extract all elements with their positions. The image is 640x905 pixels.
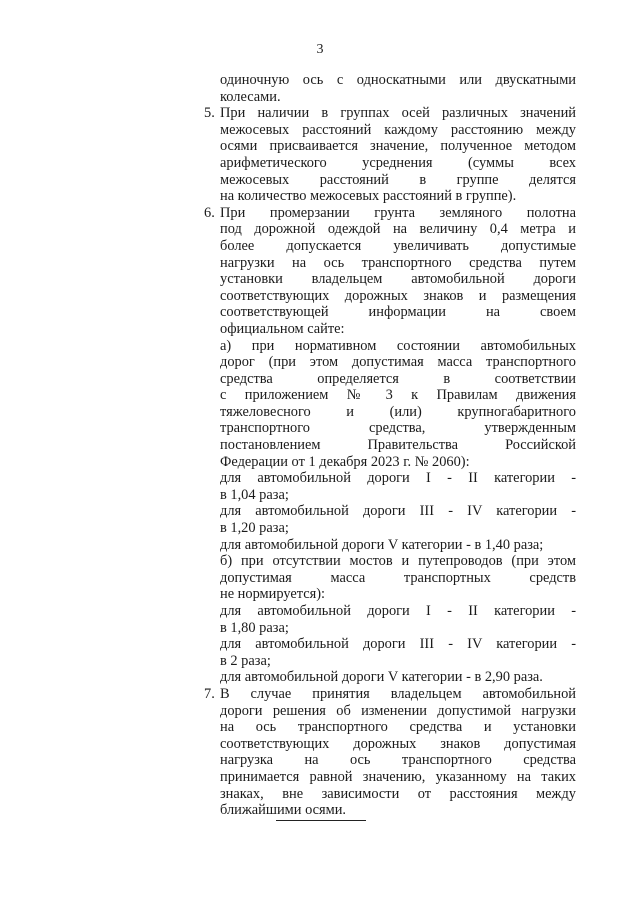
- text-line: нагрузка на ось транспортного средства: [220, 752, 576, 769]
- text-line: знаках, вне зависимости от расстояния между: [220, 785, 576, 802]
- text-line: на количество межосевых расстояний в группе).: [220, 188, 517, 205]
- text-line: б) при отсутствии мостов и путепроводов (при этом: [220, 553, 576, 570]
- text-line: более допускается увеличивать допустимые: [220, 237, 576, 254]
- text-line: соответствующих дорожных знаков допустимая: [220, 735, 576, 752]
- text-line: для автомобильной дороги V категории - в 2,90 раза.: [220, 669, 543, 686]
- text-line: Федерации от 1 декабря 2023 г. № 2060):: [220, 453, 470, 470]
- text-line: в 2 раза;: [220, 652, 271, 669]
- text-line-numbered: [204, 686, 576, 703]
- text-line: транспортного средства, утвержденным: [220, 420, 576, 437]
- text-line: нагрузки на ось транспортного средства путем: [220, 254, 576, 271]
- item-number: 6.: [204, 204, 215, 221]
- text-line: установки владельцем автомобильной дороги: [220, 271, 576, 288]
- text-line: дороги решения об изменении допустимой нагрузки: [220, 702, 576, 719]
- text-line: для автомобильной дороги V категории - в 1,40 раза;: [220, 536, 544, 553]
- document-body: [204, 72, 576, 819]
- text-line: соответствующей информации на своем: [220, 304, 576, 321]
- text-line: для автомобильной дороги I - II категории -: [220, 470, 576, 487]
- text-line: постановлением Правительства Российской: [220, 437, 576, 454]
- text-line: одиночную ось с односкатными или двускатными: [220, 72, 576, 88]
- text-line-numbered: [204, 105, 576, 122]
- item-number: 7.: [204, 685, 215, 702]
- page-number: 3: [316, 42, 324, 57]
- text-line: на ось транспортного средства и установки: [220, 719, 576, 736]
- text-line: дорог (при этом допустимая масса транспортного: [220, 354, 576, 371]
- text-line: межосевых расстояний каждому расстоянию между: [220, 121, 576, 138]
- text-line: средства определяется в соответствии: [220, 370, 576, 387]
- text-line: с приложением № 3 к Правилам движения: [220, 387, 576, 404]
- text-line: колесами.: [220, 88, 281, 105]
- text-line: в 1,20 раза;: [220, 520, 289, 537]
- end-separator-line: [276, 820, 366, 821]
- text-line: для автомобильной дороги III - IV категории -: [220, 636, 576, 653]
- text-line: не нормируется):: [220, 586, 326, 603]
- text-line-numbered: [204, 205, 576, 222]
- text-line: межосевых расстояний в группе делятся: [220, 171, 576, 188]
- text-line: в 1,80 раза;: [220, 619, 289, 636]
- text-line: в 1,04 раза;: [220, 486, 289, 503]
- text-line: арифметического усреднения (суммы всех: [220, 154, 576, 171]
- text-line: ближайшими осями.: [220, 802, 347, 819]
- text-line: В случае принятия владельцем автомобильной: [220, 685, 576, 702]
- text-line: При промерзании грунта земляного полотна: [220, 204, 576, 221]
- text-line: официальном сайте:: [220, 320, 345, 337]
- text-line: тяжеловесного и (или) крупногабаритного: [220, 403, 576, 420]
- text-line: принимается равной значению, указанному на таких: [220, 768, 576, 785]
- text-line: осями присваивается значение, полученное методом: [220, 138, 576, 155]
- text-line: При наличии в группах осей различных значений: [220, 105, 576, 122]
- text-line: для автомобильной дороги III - IV категории -: [220, 503, 576, 520]
- text-line: соответствующих дорожных знаков и размещения: [220, 287, 576, 304]
- text-line: под дорожной одеждой на величину 0,4 метра и: [220, 221, 576, 238]
- item-number: 5.: [204, 105, 215, 122]
- text-line: допустимая масса транспортных средств: [220, 569, 576, 586]
- text-line: для автомобильной дороги I - II категории -: [220, 603, 576, 619]
- text-line: а) при нормативном состоянии автомобильных: [220, 337, 576, 354]
